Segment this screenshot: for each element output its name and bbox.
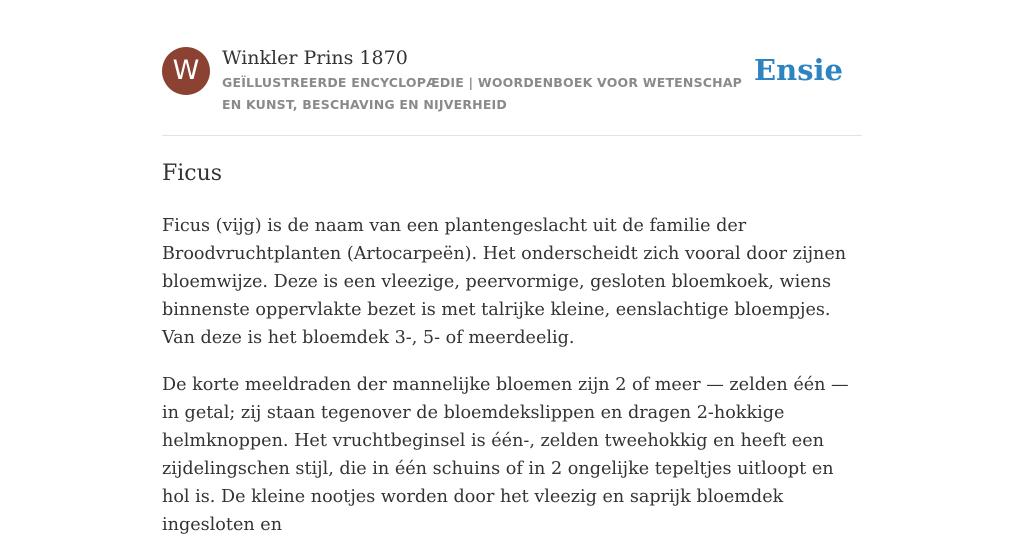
article-paragraph: De korte meeldraden der mannelijke bloemen zijn 2 of meer — zelden één — in getal; zij staan tegenover de bloemdekslippen en dragen 2-hokkige helmknoppen. Het vruchtbeginsel is één-, zelden tweehokkig en heeft een zijdelingschen stijl, die in één schuins of in 2 ongelijke tepeltjes uitloopt en hol is. De kleine nootjes worden door het vleezig en saprijk bloemdek ingesloten en <box>162 375 849 535</box>
source-subtitle: GEÏLLUSTREERDE ENCYCLOPÆDIE | WOORDENBOEK VOOR WETENSCHAP EN KUNST, BESCHAVING EN NIJVERHEID <box>222 75 743 112</box>
article-title: Ficus <box>162 161 223 186</box>
ensie-logo[interactable]: Ensie <box>754 53 843 87</box>
article-body <box>162 212 862 558</box>
source-avatar[interactable]: W <box>162 47 210 95</box>
source-title-link[interactable]: Winkler Prins 1870 <box>222 47 408 69</box>
header-divider <box>162 135 862 136</box>
article-paragraph: Ficus (vijg) is de naam van een plantengeslacht uit de familie der Broodvruchtplanten (Artocarpeën). Het onderscheidt zich vooral door zijnen bloemwijze. Deze is een vleezige, peervormige, gesloten bloemkoek, wiens binnenste oppervlakte bezet is met talrijke kleine, eenslachtige bloempjes. Van deze is het bloemdek 3-, 5- of meerdeelig. <box>162 216 847 348</box>
source-header <box>162 46 862 136</box>
